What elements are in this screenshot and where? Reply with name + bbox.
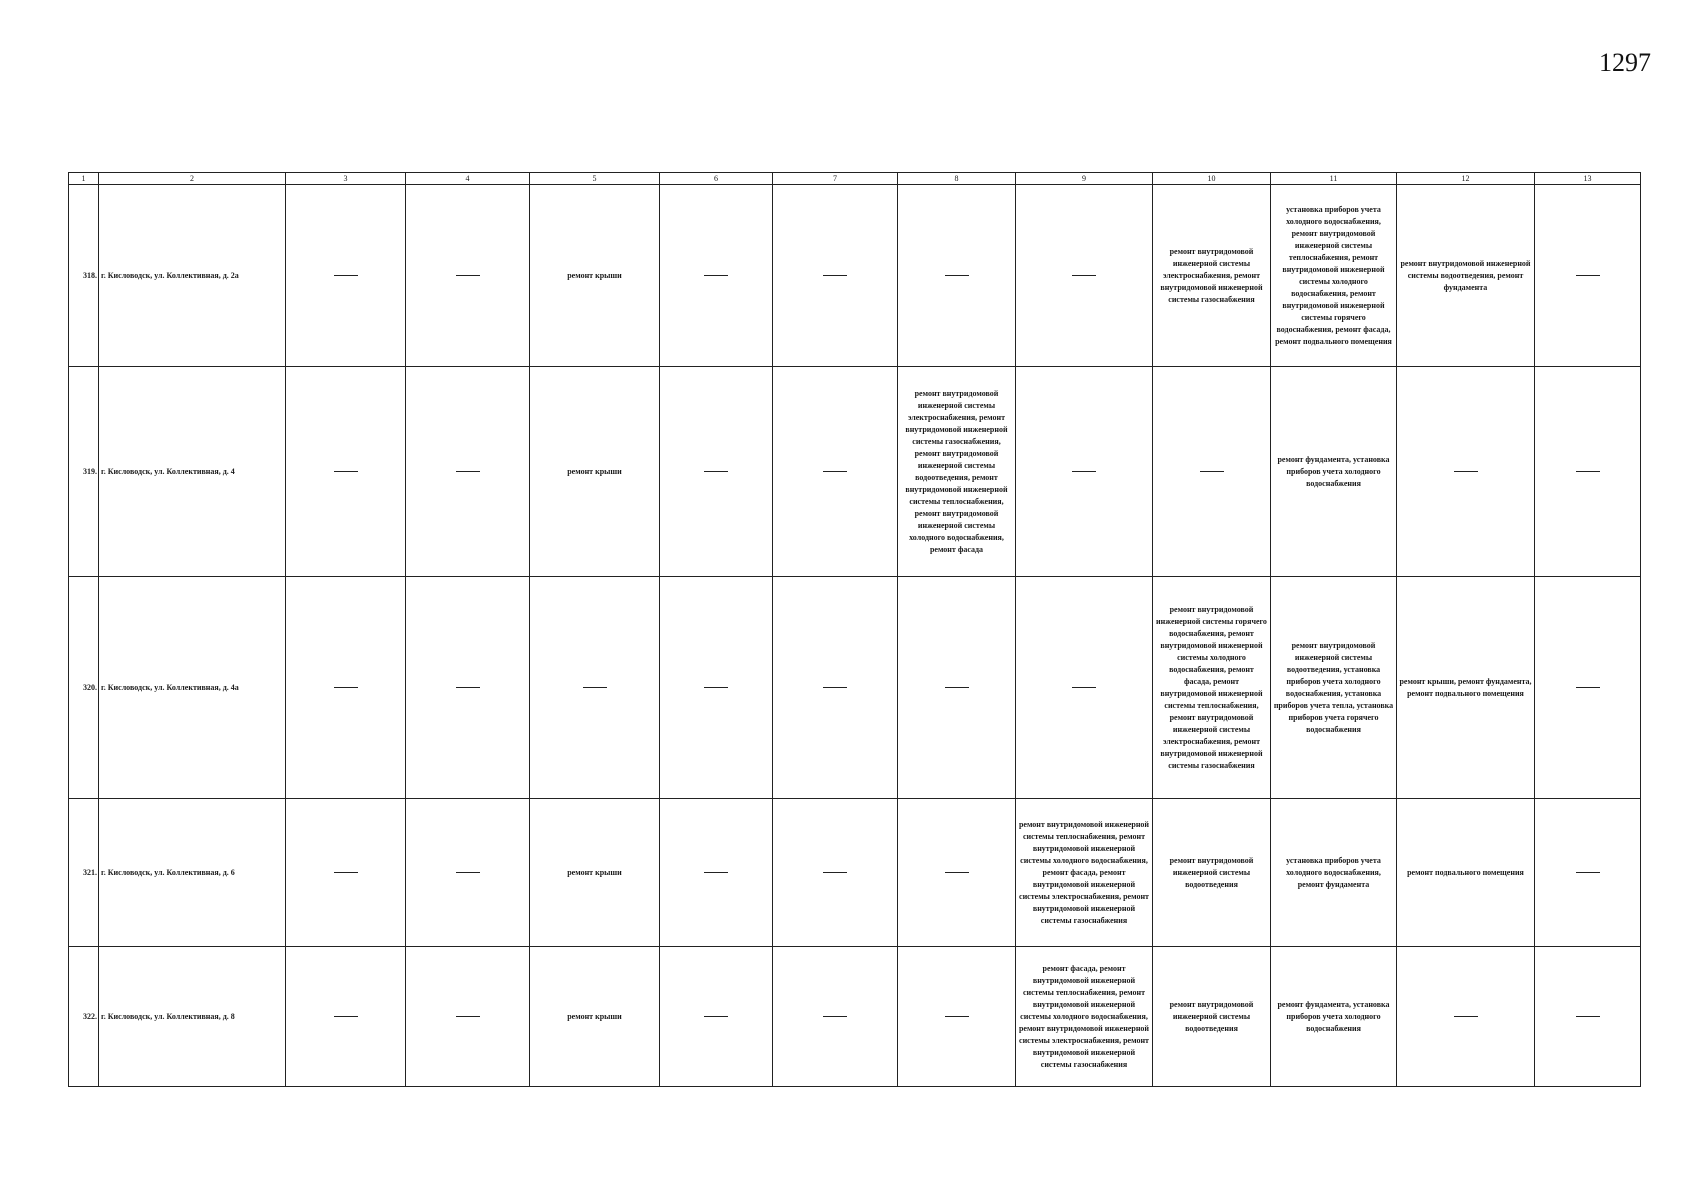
row-number: 318. (69, 185, 99, 367)
dash-mark (945, 1016, 969, 1017)
column-header: 10 (1153, 173, 1271, 185)
empty-dash-cell (1535, 367, 1641, 577)
repair-work-cell: ремонт крыши (530, 947, 660, 1087)
dash-mark (334, 471, 358, 472)
dash-mark (583, 687, 607, 688)
empty-dash-cell (898, 799, 1016, 947)
column-header: 11 (1271, 173, 1397, 185)
empty-dash-cell (530, 577, 660, 799)
column-header: 2 (99, 173, 286, 185)
dash-mark (1576, 471, 1600, 472)
dash-mark (1072, 471, 1096, 472)
dash-mark (704, 1016, 728, 1017)
empty-dash-cell (898, 947, 1016, 1087)
empty-dash-cell (1535, 799, 1641, 947)
row-number: 321. (69, 799, 99, 947)
address-cell: г. Кисловодск, ул. Коллективная, д. 6 (99, 799, 286, 947)
repair-work-cell: ремонт фундамента, установка приборов учета холодного водоснабжения (1271, 367, 1397, 577)
dash-mark (1072, 275, 1096, 276)
repair-work-cell: ремонт внутридомовой инженерной системы электроснабжения, ремонт внутридомовой инженерной системы газоснабжения, ремонт внутридомовой инженерной системы водоотведения, ремонт внутридомовой инженерной системы теплоснабжения, ремонт внутридомовой инженерной системы холодного водоснабжения, ремонт фасада (898, 367, 1016, 577)
empty-dash-cell (406, 947, 530, 1087)
dash-mark (704, 872, 728, 873)
empty-dash-cell (660, 947, 773, 1087)
repair-work-cell: ремонт крыши (530, 185, 660, 367)
column-header: 1 (69, 173, 99, 185)
repair-schedule-table (68, 172, 1641, 1087)
repair-work-cell: ремонт внутридомовой инженерной системы теплоснабжения, ремонт внутридомовой инженерной системы холодного водоснабжения, ремонт фасада, ремонт внутридомовой инженерной системы электроснабжения, ремонт внутридомовой инженерной системы газоснабжения (1016, 799, 1153, 947)
column-header: 13 (1535, 173, 1641, 185)
dash-mark (704, 471, 728, 472)
dash-mark (334, 275, 358, 276)
empty-dash-cell (286, 799, 406, 947)
repair-work-cell: ремонт фундамента, установка приборов учета холодного водоснабжения (1271, 947, 1397, 1087)
address-cell: г. Кисловодск, ул. Коллективная, д. 2а (99, 185, 286, 367)
column-header: 6 (660, 173, 773, 185)
empty-dash-cell (1016, 185, 1153, 367)
table-row (69, 799, 1641, 947)
dash-mark (1454, 471, 1478, 472)
repair-work-cell: ремонт крыши, ремонт фундамента, ремонт подвального помещения (1397, 577, 1535, 799)
page-number: 1297 (1599, 48, 1651, 77)
address-cell: г. Кисловодск, ул. Коллективная, д. 4 (99, 367, 286, 577)
dash-mark (1072, 687, 1096, 688)
dash-mark (823, 687, 847, 688)
empty-dash-cell (773, 367, 898, 577)
empty-dash-cell (660, 799, 773, 947)
empty-dash-cell (898, 577, 1016, 799)
row-number: 320. (69, 577, 99, 799)
row-number: 319. (69, 367, 99, 577)
empty-dash-cell (406, 577, 530, 799)
column-header: 3 (286, 173, 406, 185)
repair-work-cell: ремонт внутридомовой инженерной системы горячего водоснабжения, ремонт внутридомовой инженерной системы холодного водоснабжения, ремонт фасада, ремонт внутридомовой инженерной системы теплоснабжения, ремонт внутридомовой инженерной системы электроснабжения, ремонт внутридомовой инженерной системы газоснабжения (1153, 577, 1271, 799)
table-row (69, 947, 1641, 1087)
row-number: 322. (69, 947, 99, 1087)
column-number-header-row (69, 173, 1641, 185)
repair-work-cell: ремонт внутридомовой инженерной системы водоотведения, ремонт фундамента (1397, 185, 1535, 367)
dash-mark (456, 471, 480, 472)
dash-mark (1576, 872, 1600, 873)
dash-mark (456, 1016, 480, 1017)
dash-mark (823, 471, 847, 472)
dash-mark (456, 275, 480, 276)
empty-dash-cell (1535, 185, 1641, 367)
empty-dash-cell (406, 185, 530, 367)
dash-mark (1200, 471, 1224, 472)
empty-dash-cell (1397, 367, 1535, 577)
repair-work-cell: ремонт подвального помещения (1397, 799, 1535, 947)
column-header: 8 (898, 173, 1016, 185)
dash-mark (334, 1016, 358, 1017)
empty-dash-cell (1016, 367, 1153, 577)
empty-dash-cell (1535, 577, 1641, 799)
repair-work-cell: ремонт внутридомовой инженерной системы водоотведения (1153, 947, 1271, 1087)
dash-mark (1576, 687, 1600, 688)
column-header: 7 (773, 173, 898, 185)
dash-mark (1576, 275, 1600, 276)
address-cell: г. Кисловодск, ул. Коллективная, д. 4а (99, 577, 286, 799)
address-cell: г. Кисловодск, ул. Коллективная, д. 8 (99, 947, 286, 1087)
dash-mark (823, 1016, 847, 1017)
empty-dash-cell (773, 185, 898, 367)
empty-dash-cell (1397, 947, 1535, 1087)
dash-mark (334, 687, 358, 688)
dash-mark (334, 872, 358, 873)
table-row (69, 577, 1641, 799)
repair-work-cell: ремонт фасада, ремонт внутридомовой инженерной системы теплоснабжения, ремонт внутридомовой инженерной системы холодного водоснабжения, ремонт внутридомовой инженерной системы электроснабжения, ремонт внутридомовой инженерной системы газоснабжения (1016, 947, 1153, 1087)
dash-mark (456, 872, 480, 873)
dash-mark (823, 872, 847, 873)
column-header: 12 (1397, 173, 1535, 185)
empty-dash-cell (773, 799, 898, 947)
repair-work-cell: установка приборов учета холодного водоснабжения, ремонт внутридомовой инженерной системы теплоснабжения, ремонт внутридомовой инженерной системы холодного водоснабжения, ремонт внутридомовой инженерной системы горячего водоснабжения, ремонт фасада, ремонт подвального помещения (1271, 185, 1397, 367)
empty-dash-cell (898, 185, 1016, 367)
repair-work-cell: ремонт внутридомовой инженерной системы водоотведения, установка приборов учета холодного водоснабжения, установка приборов учета тепла, установка приборов учета горячего водоснабжения (1271, 577, 1397, 799)
empty-dash-cell (1016, 577, 1153, 799)
column-header: 5 (530, 173, 660, 185)
table-row (69, 367, 1641, 577)
empty-dash-cell (286, 367, 406, 577)
dash-mark (1576, 1016, 1600, 1017)
dash-mark (456, 687, 480, 688)
dash-mark (704, 275, 728, 276)
repair-work-cell: ремонт крыши (530, 799, 660, 947)
empty-dash-cell (660, 367, 773, 577)
empty-dash-cell (286, 577, 406, 799)
empty-dash-cell (286, 947, 406, 1087)
empty-dash-cell (660, 577, 773, 799)
repair-work-cell: установка приборов учета холодного водоснабжения, ремонт фундамента (1271, 799, 1397, 947)
dash-mark (945, 275, 969, 276)
empty-dash-cell (773, 947, 898, 1087)
dash-mark (1454, 1016, 1478, 1017)
column-header: 9 (1016, 173, 1153, 185)
dash-mark (823, 275, 847, 276)
repair-work-cell: ремонт крыши (530, 367, 660, 577)
empty-dash-cell (406, 367, 530, 577)
empty-dash-cell (406, 799, 530, 947)
dash-mark (704, 687, 728, 688)
table-row (69, 185, 1641, 367)
empty-dash-cell (660, 185, 773, 367)
repair-work-cell: ремонт внутридомовой инженерной системы водоотведения (1153, 799, 1271, 947)
repair-work-cell: ремонт внутридомовой инженерной системы электроснабжения, ремонт внутридомовой инженерной системы газоснабжения (1153, 185, 1271, 367)
empty-dash-cell (1535, 947, 1641, 1087)
dash-mark (945, 687, 969, 688)
dash-mark (945, 872, 969, 873)
empty-dash-cell (773, 577, 898, 799)
empty-dash-cell (1153, 367, 1271, 577)
column-header: 4 (406, 173, 530, 185)
empty-dash-cell (286, 185, 406, 367)
